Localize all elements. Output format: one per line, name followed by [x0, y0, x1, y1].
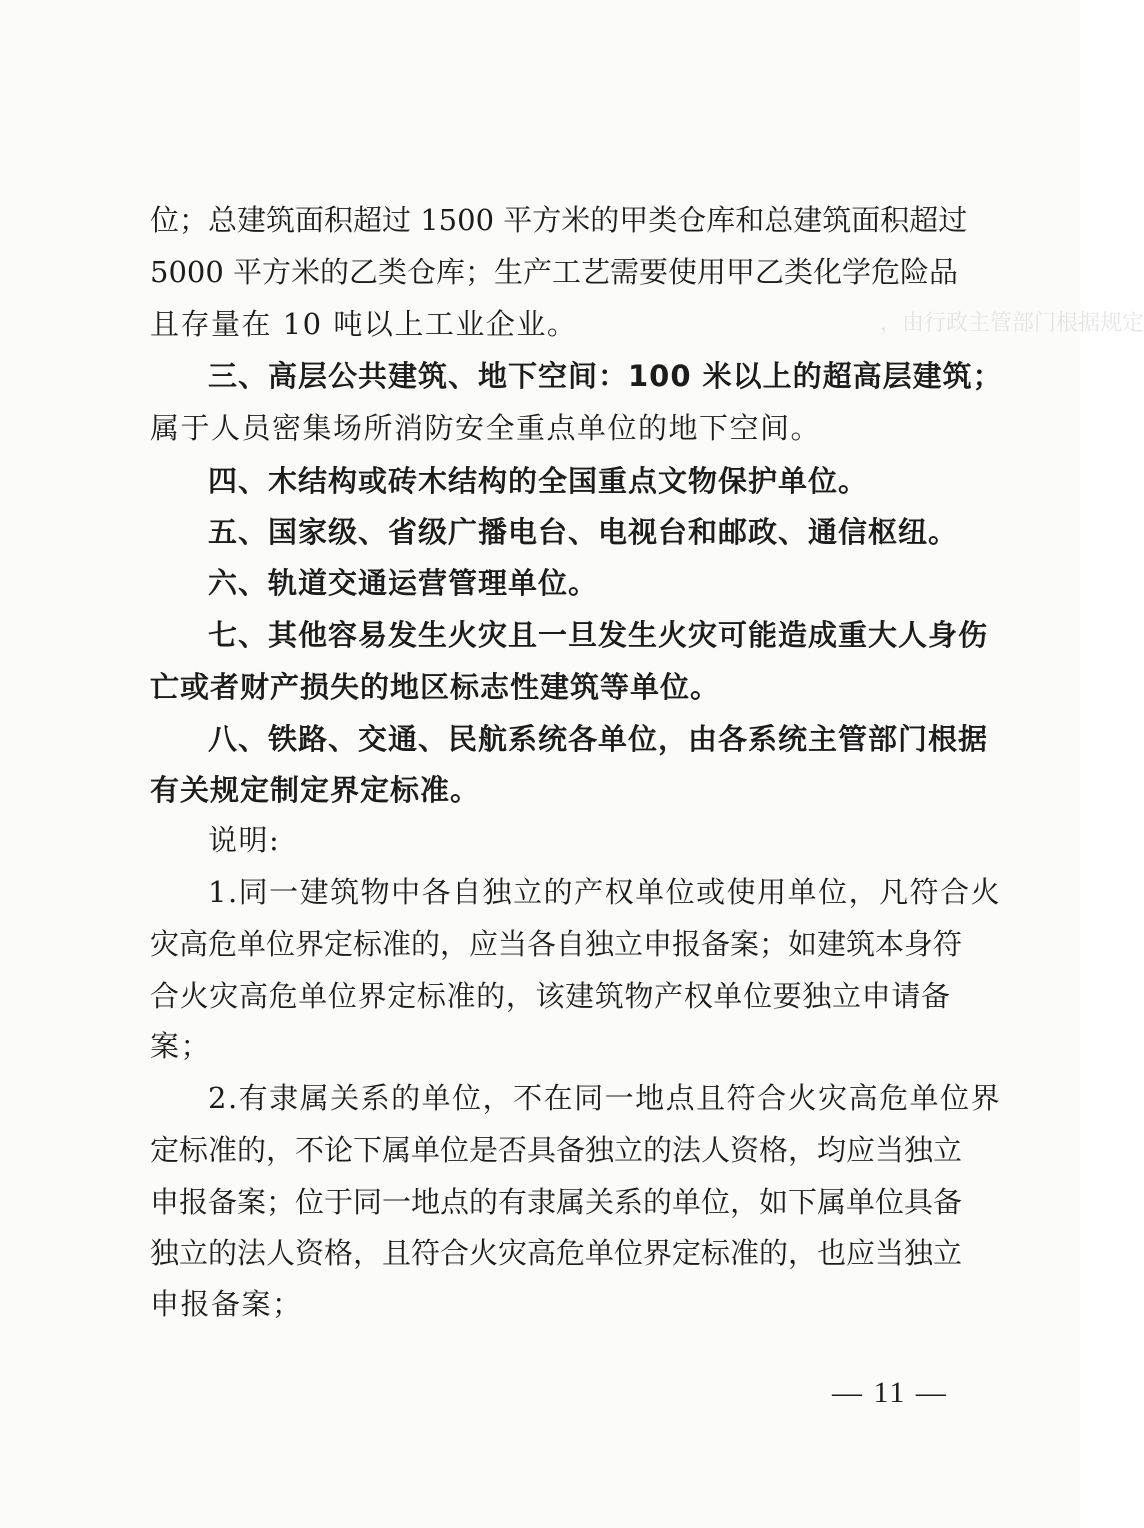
text-line: 定标准的，不论下属单位是否具备独立的法人资格，均应当独立	[150, 1133, 963, 1167]
text-line: 且存量在 10 吨以上工业企业。	[150, 307, 578, 341]
text-line: 有关规定制定界定标准。	[150, 773, 481, 807]
text-line: 1.同一建筑物中各自独立的产权单位或使用单位，凡符合火	[208, 875, 1002, 909]
text-line: 位；总建筑面积超过 1500 平方米的甲类仓库和总建筑面积超过	[150, 203, 968, 237]
text-line: 七、其他容易发生火灾且一旦发生火灾可能造成重大人身伤	[208, 618, 989, 652]
text-line: 五、国家级、省级广播电台、电视台和邮政、通信枢纽。	[208, 515, 959, 549]
text-line: 三、高层公共建筑、地下空间：100 米以上的超高层建筑；	[208, 359, 1003, 393]
text-line: 2.有隶属关系的单位，不在同一地点且符合火灾高危单位界	[208, 1081, 1002, 1115]
bleed-through-text: ，由行政主管部门根据规定	[880, 311, 1144, 336]
text-line: 申报备案；	[150, 1287, 303, 1321]
text-line: 独立的法人资格，且符合火灾高危单位界定标准的，也应当独立	[150, 1236, 963, 1270]
text-line: 四、木结构或砖木结构的全国重点文物保护单位。	[208, 464, 869, 498]
text-line: 六、轨道交通运营管理单位。	[208, 566, 599, 600]
text-line: 案；	[150, 1029, 212, 1063]
text-line: 5000 平方米的乙类仓库；生产工艺需要使用甲乙类化学危险品	[150, 255, 959, 289]
text-line: 八、铁路、交通、民航系统各单位，由各系统主管部门根据	[208, 722, 989, 756]
page-number: — 11 —	[832, 1376, 948, 1409]
text-line: 合火灾高危单位界定标准的，该建筑物产权单位要独立申请备	[150, 979, 950, 1013]
text-line: 亡或者财产损失的地区标志性建筑等单位。	[150, 670, 721, 704]
text-line: 灾高危单位界定标准的，应当各自独立申报备案；如建筑本身符	[150, 927, 963, 961]
text-line: 属于人员密集场所消防安全重点单位的地下空间。	[150, 411, 822, 445]
text-line: 申报备案；位于同一地点的有隶属关系的单位，如下属单位具备	[150, 1185, 963, 1219]
text-line: 说明:	[208, 823, 281, 857]
